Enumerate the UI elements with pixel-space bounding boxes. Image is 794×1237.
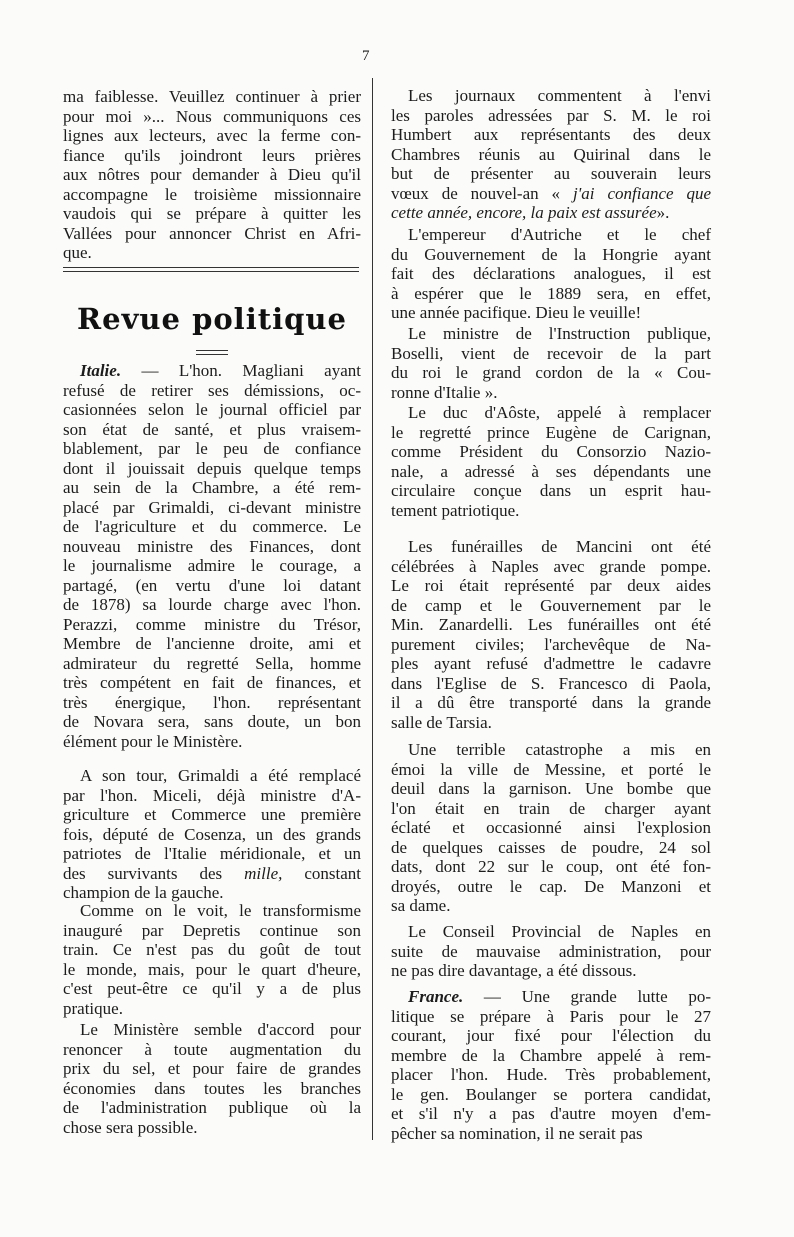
text-line: du roi le grand cordon de la « Cou- <box>391 363 711 382</box>
text-line: purement civiles; l'archevêque de Na- <box>391 634 711 654</box>
text-line: Le duc d'Aôste, appelé à remplacer <box>408 403 711 422</box>
text-line: dont il jouissait depuis quelque temps <box>63 458 361 478</box>
text-line: droyés, outre le cap. De Manzoni et <box>391 876 711 896</box>
text-line: membre de la Chambre appelé à rem- <box>391 1045 711 1065</box>
text-line: à espérer que le 1889 sera, en effet, <box>391 283 711 303</box>
text-line: griculture et Commerce une première <box>63 805 361 824</box>
text-line: c'est peut-être ce qu'il y a de plus <box>63 979 361 998</box>
text-line: fois, député de Cosenza, un des grands <box>63 824 361 844</box>
text-line: de camp et le Gouvernement par le <box>391 595 711 615</box>
text-segment: constant <box>282 863 361 883</box>
text-line: le journalisme admire le courage, a <box>63 556 361 575</box>
article-paragraph <box>63 766 361 903</box>
text-segment: ». <box>656 203 670 222</box>
emphasis-text: j'ai confiance que <box>572 183 711 203</box>
text-line: circulaire conçue dans un esprit hau- <box>391 481 711 500</box>
text-line: élément pour le Ministère. <box>63 731 243 751</box>
text-line: comme Président du Consorzio Nazio- <box>391 442 711 461</box>
text-line: Le Conseil Provincial de Naples en <box>408 922 711 941</box>
text-line: prix du sel, et pour faire de grandes <box>63 1059 361 1078</box>
text-line: et s'il n'y a pas d'autre moyen d'em- <box>391 1104 711 1123</box>
text-line: Les journaux commentent à l'envi <box>408 86 711 105</box>
text-line: placé par Grimaldi, ci-devant ministre <box>63 497 361 517</box>
text-line: Le Ministère semble d'accord pour <box>80 1020 361 1039</box>
text-line: le gen. Boulanger se portera candidat, <box>391 1084 711 1104</box>
text-line: aux nôtres pour demander à Dieu qu'il <box>63 165 361 184</box>
text-line: L'empereur d'Autriche et le chef <box>408 225 711 244</box>
text-segment: des survivants des <box>63 863 245 883</box>
text-line <box>391 184 711 204</box>
article-paragraph <box>391 324 711 402</box>
text-line: pratique. <box>63 998 123 1018</box>
article-paragraph <box>391 225 711 323</box>
text-line: train. Ce n'est pas du goût de tout <box>63 940 361 959</box>
article-paragraph <box>391 537 711 732</box>
text-line: courant, jour fixé pour l'élection du <box>391 1026 711 1045</box>
emphasis-text: mille, <box>244 863 283 883</box>
text-line: économies dans toutes les branches <box>63 1078 361 1098</box>
text-line: Perazzi, comme ministre du Trésor, <box>63 614 361 634</box>
heading-ornament <box>196 350 228 351</box>
text-line: célébrées à Naples avec grande pompe. <box>391 556 711 576</box>
text-segment: — Une grande lutte po- <box>463 987 711 1006</box>
article-paragraph <box>391 86 711 223</box>
text-line: renoncer à toute augmentation du <box>63 1039 361 1059</box>
text-line: casionnées selon le journal officiel par <box>63 400 361 419</box>
text-line: les paroles adressées par S. M. le roi <box>391 105 711 125</box>
text-line: accompagne le troisième missionnaire <box>63 184 361 204</box>
text-line: de l'administration publique où la <box>63 1098 361 1117</box>
text-line: sa dame. <box>391 896 451 915</box>
text-line: dats, dont 22 sur le coup, ont été fon- <box>391 857 711 876</box>
text-line: pêcher sa nomination, il ne serait pas <box>391 1123 643 1143</box>
text-line: nale, a adressé à ses dépendants une <box>391 461 711 481</box>
section-rule-top <box>63 267 359 268</box>
section-rule-bottom <box>63 271 359 272</box>
text-line: Vallées pour annoncer Christ en Afri- <box>63 223 361 243</box>
text-line: litique se prépare à Paris pour le 27 <box>391 1006 711 1026</box>
text-line: une année pacifique. Dieu le veuille! <box>391 303 642 322</box>
text-line: de 1878) sa lourde charge avec l'hon. <box>63 595 361 614</box>
article-paragraph <box>391 922 711 981</box>
text-line: A son tour, Grimaldi a été remplacé <box>80 766 361 785</box>
text-line: éclaté et occasionné ainsi l'explosion <box>391 818 711 837</box>
text-line: Humbert aux représentants des deux <box>391 125 711 144</box>
text-line: tement patriotique. <box>391 500 520 520</box>
text-line: il a dû être transporté dans la grande <box>391 693 711 712</box>
text-line: suite de mauvaise administration, pour <box>391 941 711 961</box>
article-paragraph <box>63 901 361 1018</box>
text-line: pour moi »... Nous communiquons ces <box>63 106 361 126</box>
text-line: très énergique, l'hon. représentant <box>63 692 361 712</box>
text-line: le regretté prince Eugène de Carignan, <box>391 422 711 442</box>
text-line: Le roi était représenté par deux aides <box>391 576 711 595</box>
text-line <box>63 864 361 884</box>
article-paragraph <box>391 987 711 1143</box>
text-line: vaudois qui se prépare à quitter les <box>63 204 361 223</box>
text-line: de l'agriculture et du commerce. Le <box>63 517 361 536</box>
text-line: Le ministre de l'Instruction publique, <box>408 324 711 343</box>
text-line: Une terrible catastrophe a mis en <box>408 740 711 759</box>
article-paragraph <box>63 1020 361 1137</box>
text-line <box>391 987 711 1007</box>
text-line: but de présenter au souverain leurs <box>391 164 711 183</box>
emphasis-text: cette année, encore, la paix est assurée <box>391 203 657 222</box>
text-line: Boselli, vient de recevoir de la part <box>391 343 711 363</box>
text-line: refusé de retirer ses démissions, oc- <box>63 380 361 400</box>
text-line: émoi la ville de Messine, et porté le <box>391 759 711 779</box>
text-line: ma faiblesse. Veuillez continuer à prier <box>63 87 361 106</box>
section-heading: Revue politique <box>77 302 347 336</box>
column-divider <box>372 78 373 1140</box>
text-line: placer l'hon. Hude. Très probablement, <box>391 1065 711 1084</box>
text-line: le monde, mais, pour le quart d'heure, <box>63 959 361 979</box>
text-line: deuil dans la garnison. Une bombe que <box>391 779 711 798</box>
text-line: de quelques caisses de poudre, 24 sol <box>391 837 711 857</box>
article-paragraph <box>63 87 361 263</box>
heading-ornament <box>196 354 228 355</box>
text-line: fiance qu'ils joindront leurs prières <box>63 145 361 165</box>
text-line: ples ayant refusé d'admettre le cadavre <box>391 654 711 673</box>
text-segment: vœux de nouvel-an « <box>391 183 573 203</box>
text-line: que. <box>63 243 92 262</box>
text-line: admirateur du regretté Sella, homme <box>63 653 361 673</box>
text-line <box>391 203 711 223</box>
text-line: au sein de la Chambre, a été rem- <box>63 478 361 497</box>
text-line: blablement, par le peu de confiance <box>63 439 361 458</box>
text-line: partagé, (en vertu d'une loi datant <box>63 575 361 595</box>
section-label: France. <box>408 987 464 1006</box>
text-line: patriotes de l'Italie méridionale, et un <box>63 844 361 863</box>
text-segment: — L'hon. Magliani ayant <box>121 361 361 380</box>
text-line: Les funérailles de Mancini ont été <box>408 537 711 556</box>
text-line: du Gouvernement de la Hongrie ayant <box>391 244 711 264</box>
article-paragraph <box>391 740 711 916</box>
text-line: Membre de l'ancienne droite, ami et <box>63 634 361 653</box>
article-paragraph <box>63 361 361 751</box>
text-line: Min. Zanardelli. Les funérailles ont été <box>391 615 711 634</box>
text-line: salle de Tarsia. <box>391 712 492 732</box>
section-label: Italie. <box>80 361 122 380</box>
text-line: par l'hon. Miceli, déjà ministre d'A- <box>63 785 361 805</box>
text-line: chose sera possible. <box>63 1117 198 1137</box>
text-line: de Novara sera, sans doute, un bon <box>63 712 361 731</box>
article-paragraph <box>391 403 711 520</box>
text-line: ne pas dire davantage, a été dissous. <box>391 961 637 980</box>
text-line: lignes aux lecteurs, avec la ferme con- <box>63 126 361 145</box>
text-line: Chambres réunis au Quirinal dans le <box>391 144 711 164</box>
text-line: son état de santé, et plus vraisem- <box>63 419 361 439</box>
text-line: l'on était en train de charger ayant <box>391 798 711 818</box>
text-line: fait des déclarations analogues, il est <box>391 264 711 283</box>
text-line: champion de la gauche. <box>63 883 224 902</box>
page-number: 7 <box>362 48 370 64</box>
text-line: inauguré par Depretis continue son <box>63 920 361 940</box>
text-line: dans l'Eglise de S. Francesco di Paola, <box>391 673 711 693</box>
text-line <box>63 361 361 381</box>
text-line: très compétent en fait de finances, et <box>63 673 361 692</box>
text-line: nouveau ministre des Finances, dont <box>63 536 361 556</box>
text-line: ronne d'Italie ». <box>391 382 498 402</box>
text-line: Comme on le voit, le transformisme <box>80 901 361 920</box>
